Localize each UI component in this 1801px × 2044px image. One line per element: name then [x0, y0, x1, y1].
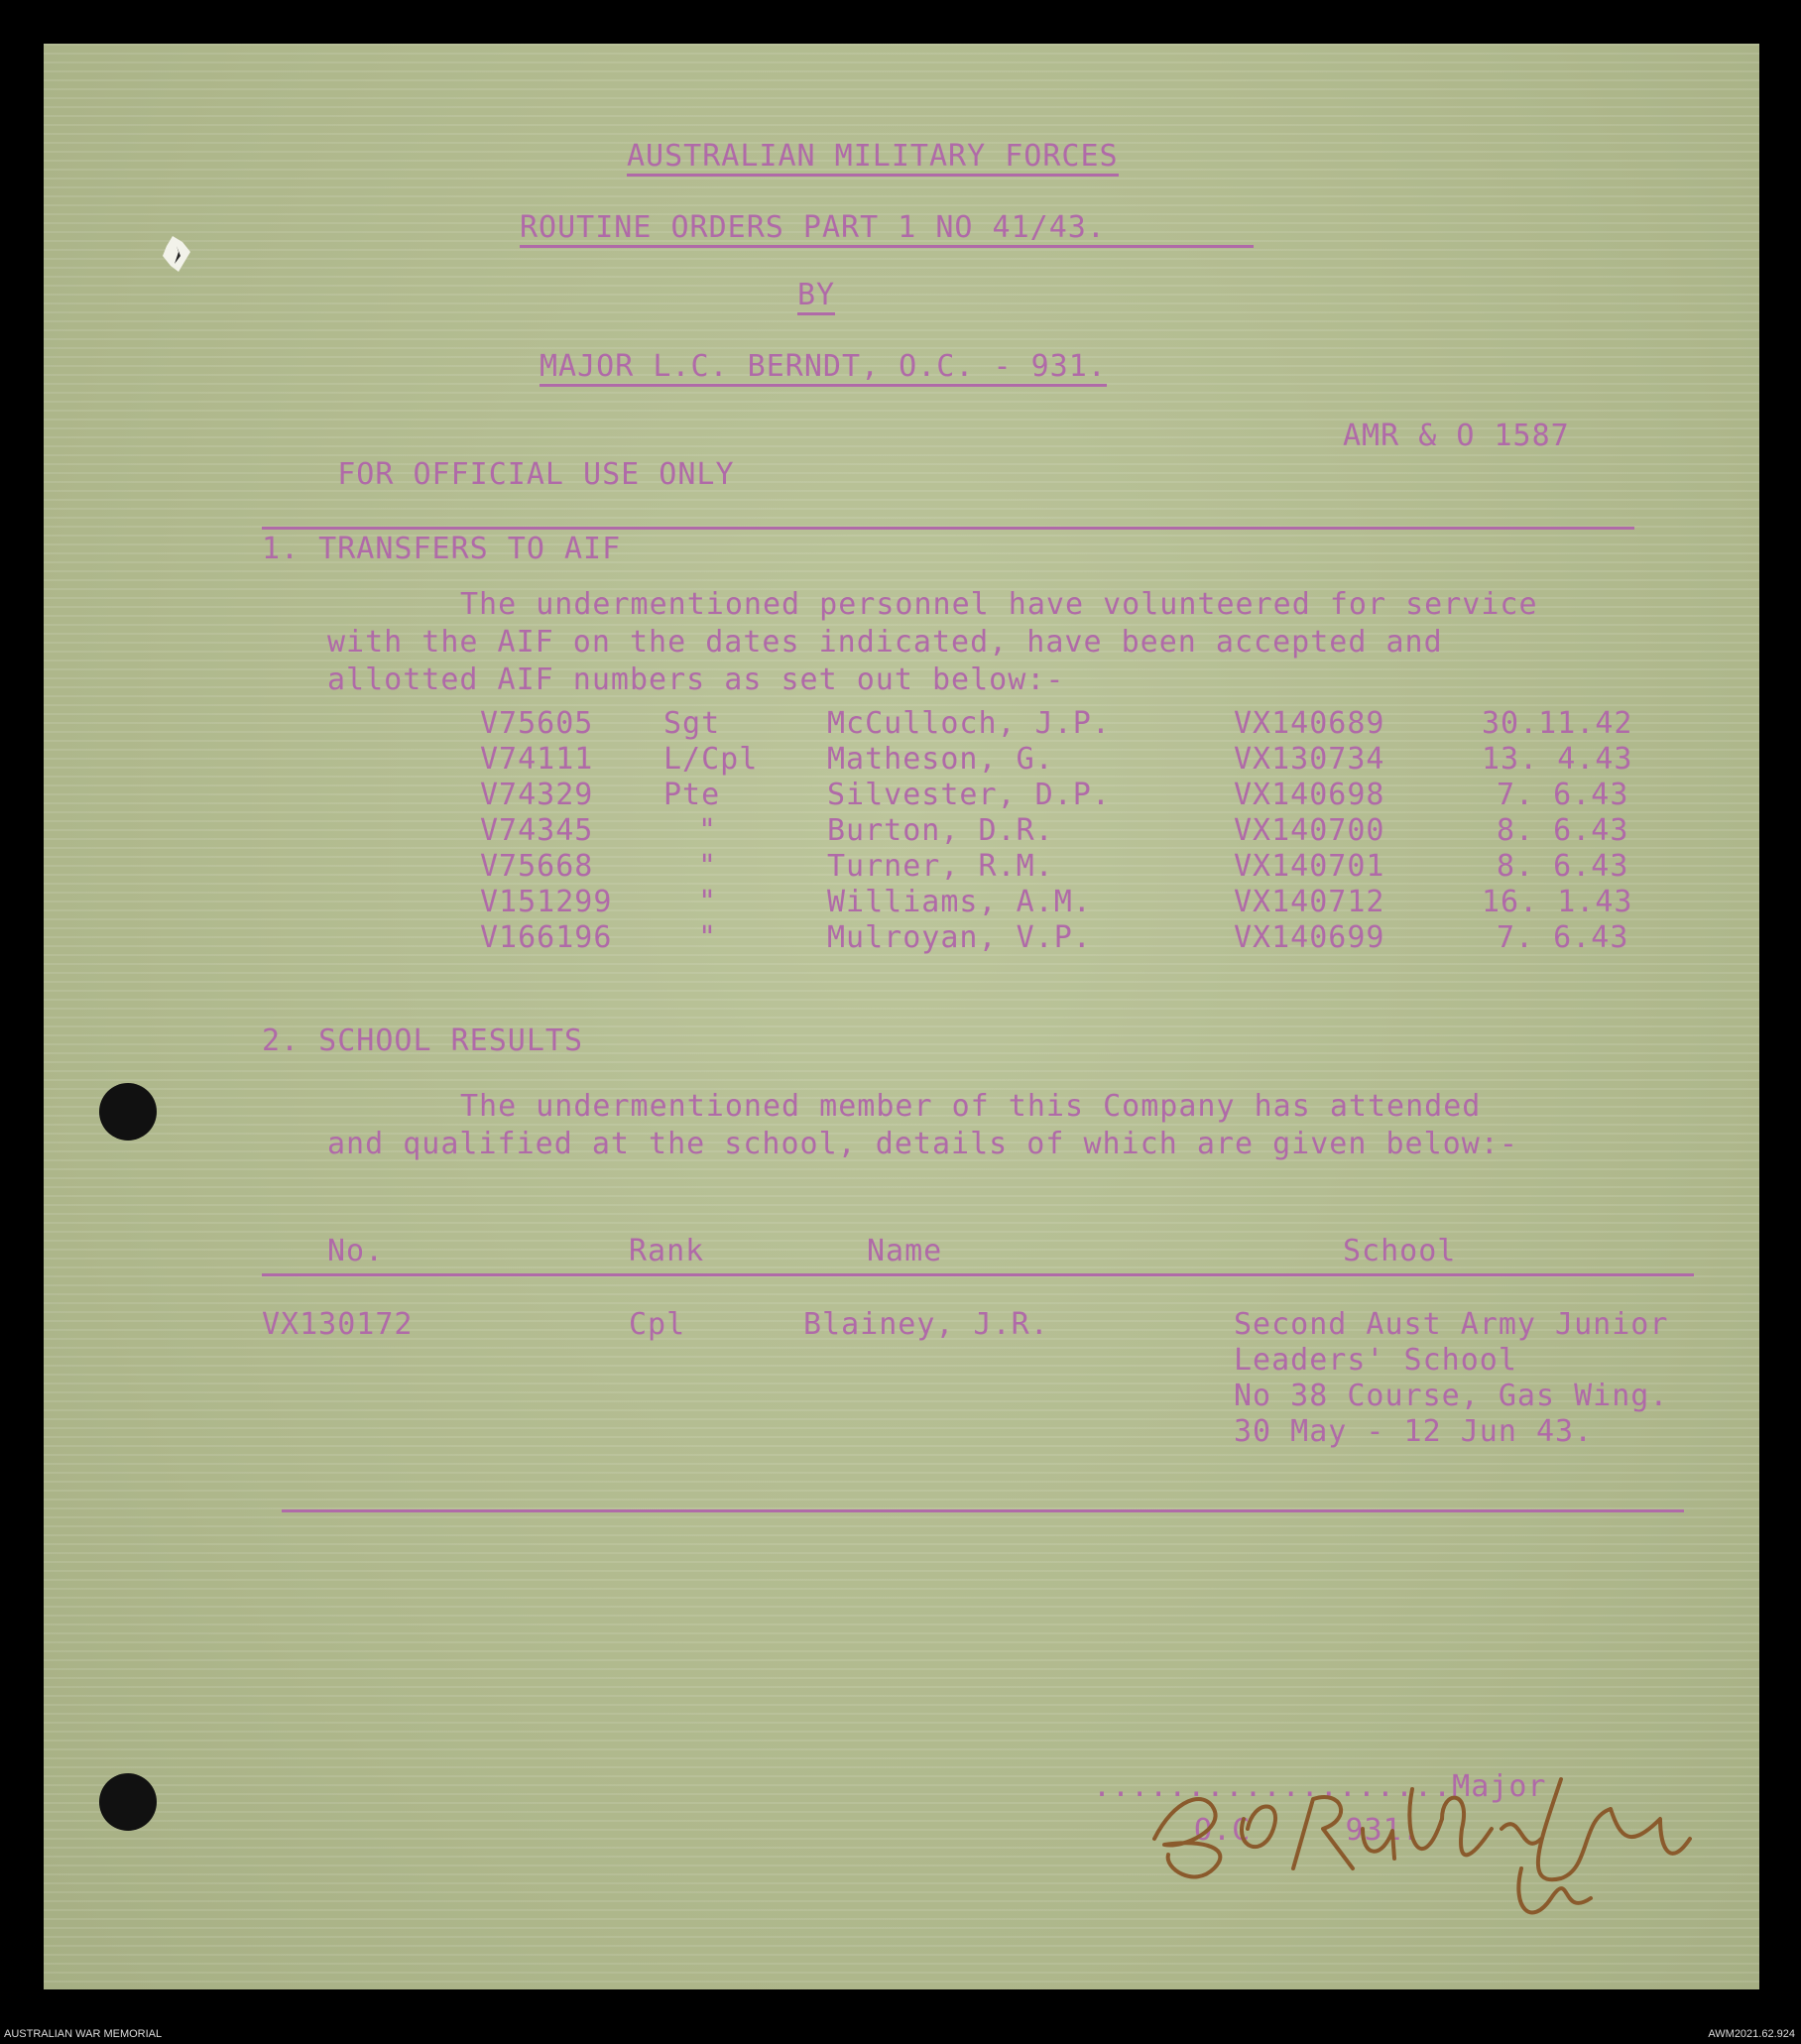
row-name: McCulloch, J.P.	[827, 706, 1111, 741]
row-date: 7. 6.43	[1497, 778, 1629, 812]
row-army-number: V74345	[480, 813, 594, 848]
row-army-number: V75668	[480, 849, 594, 884]
col-header-rank: Rank	[629, 1234, 705, 1268]
section1-para-line2: with the AIF on the dates indicated, have been accepted and	[327, 625, 1443, 660]
row-aif-number: VX140699	[1234, 920, 1385, 955]
footer-right-label: AWM2021.62.924	[1708, 2028, 1795, 2040]
header-title: AUSTRALIAN MILITARY FORCES	[627, 139, 1119, 177]
school-line2: Leaders' School	[1234, 1343, 1517, 1378]
section1-para-line1: The undermentioned personnel have volunteered for service	[460, 587, 1538, 622]
row-army-number: V151299	[480, 885, 613, 919]
row-rank: "	[698, 920, 718, 955]
row-rank: "	[698, 849, 718, 884]
row-aif-number: VX140701	[1234, 849, 1385, 884]
row-name: Silvester, D.P.	[827, 778, 1111, 812]
tear-mark	[155, 232, 200, 278]
row-rank: Pte	[663, 778, 721, 812]
school-row-rank: Cpl	[629, 1307, 686, 1342]
row-rank: "	[698, 813, 718, 848]
row-rank: "	[698, 885, 718, 919]
row-army-number: V74111	[480, 742, 594, 777]
row-aif-number: VX140689	[1234, 706, 1385, 741]
school-line4: 30 May - 12 Jun 43.	[1234, 1414, 1594, 1449]
row-date: 16. 1.43	[1482, 885, 1633, 919]
row-name: Matheson, G.	[827, 742, 1054, 777]
row-name: Williams, A.M.	[827, 885, 1092, 919]
row-aif-number: VX140700	[1234, 813, 1385, 848]
row-rank: L/Cpl	[663, 742, 759, 777]
row-rank: Sgt	[663, 706, 721, 741]
col-header-name: Name	[867, 1234, 943, 1268]
row-name: Mulroyan, V.P.	[827, 920, 1092, 955]
header-routine-orders: ROUTINE ORDERS PART 1 NO 41/43.	[520, 210, 1254, 248]
row-date: 8. 6.43	[1497, 813, 1629, 848]
school-row-name: Blainey, J.R.	[803, 1307, 1049, 1342]
closing-divider	[282, 1509, 1684, 1512]
row-date: 7. 6.43	[1497, 920, 1629, 955]
row-aif-number: VX140712	[1234, 885, 1385, 919]
punch-hole	[99, 1083, 157, 1141]
row-army-number: V74329	[480, 778, 594, 812]
school-line1: Second Aust Army Junior	[1234, 1307, 1669, 1342]
signature-title: O.C 931.	[1194, 1813, 1421, 1848]
section2-para-line2: and qualified at the school, details of which are given below:-	[327, 1127, 1518, 1161]
section1-heading: 1. TRANSFERS TO AIF	[262, 532, 622, 566]
handwritten-signature	[1144, 1759, 1700, 1938]
section2-heading: 2. SCHOOL RESULTS	[262, 1023, 584, 1058]
row-date: 30.11.42	[1482, 706, 1633, 741]
section2-para-line1: The undermentioned member of this Company has attended	[460, 1089, 1482, 1124]
header-officer: MAJOR L.C. BERNDT, O.C. - 931.	[540, 349, 1107, 387]
row-name: Burton, D.R.	[827, 813, 1054, 848]
signature-dots: ...................Major	[1093, 1769, 1547, 1804]
row-name: Turner, R.M.	[827, 849, 1054, 884]
row-date: 8. 6.43	[1497, 849, 1629, 884]
amr-reference: AMR & O 1587	[1343, 419, 1570, 453]
document-page	[44, 44, 1759, 1989]
classification: FOR OFFICIAL USE ONLY	[337, 457, 735, 492]
row-date: 13. 4.43	[1482, 742, 1633, 777]
col-header-school: School	[1343, 1234, 1457, 1268]
header-divider	[262, 1273, 1694, 1276]
row-army-number: V75605	[480, 706, 594, 741]
header-by: BY	[797, 278, 835, 315]
school-line3: No 38 Course, Gas Wing.	[1234, 1379, 1669, 1413]
col-header-no: No.	[327, 1234, 385, 1268]
row-aif-number: VX130734	[1234, 742, 1385, 777]
punch-hole	[99, 1773, 157, 1831]
row-aif-number: VX140698	[1234, 778, 1385, 812]
row-army-number: V166196	[480, 920, 613, 955]
section1-para-line3: allotted AIF numbers as set out below:-	[327, 662, 1065, 697]
school-row-number: VX130172	[262, 1307, 414, 1342]
footer-left-label: AUSTRALIAN WAR MEMORIAL	[4, 2028, 163, 2040]
